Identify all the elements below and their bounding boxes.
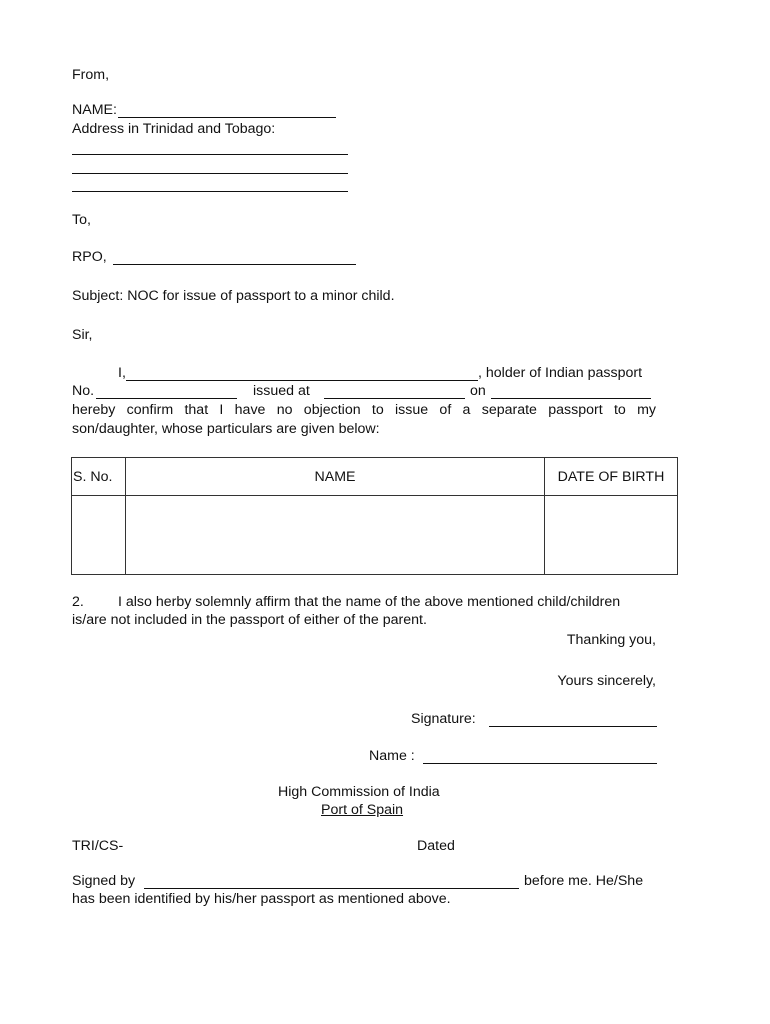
dated-label: Dated — [417, 838, 455, 854]
on-label: on — [470, 383, 486, 399]
closing-name-blank[interactable] — [423, 763, 657, 764]
office-city: Port of Spain — [321, 802, 404, 818]
name-label: NAME: — [72, 102, 117, 118]
passport-no-label: No. — [72, 383, 95, 399]
office-name: High Commission of India — [278, 784, 440, 800]
affirm-number: 2. — [72, 594, 84, 610]
applicant-name-blank[interactable] — [126, 380, 478, 381]
cell-name[interactable] — [126, 496, 545, 575]
signed-by-blank[interactable] — [144, 888, 519, 889]
name-blank-line[interactable] — [118, 117, 336, 118]
address-line-3[interactable] — [72, 191, 348, 192]
address-line-2[interactable] — [72, 173, 348, 174]
signature-blank[interactable] — [489, 726, 657, 727]
holder-text: , holder of Indian passport — [478, 365, 643, 381]
thanking-you: Thanking you, — [566, 632, 656, 648]
affirm-line-1: I also herby solemnly affirm that the name of the above mentioned child/children — [118, 594, 621, 610]
yours-sincerely: Yours sincerely, — [557, 673, 656, 689]
rpo-label: RPO, — [72, 249, 107, 265]
address-line-1[interactable] — [72, 154, 348, 155]
particulars-table — [71, 457, 678, 575]
before-me-text: before me. He/She — [524, 873, 644, 889]
subject-line: Subject: NOC for issue of passport to a minor child. — [72, 288, 395, 304]
cell-sno[interactable] — [72, 496, 126, 575]
table-header-row — [72, 458, 678, 496]
signed-by-label: Signed by — [72, 873, 136, 889]
issue-date-blank[interactable] — [491, 398, 651, 399]
salutation: Sir, — [72, 327, 93, 343]
reference-label: TRI/CS- — [72, 838, 124, 854]
signature-label: Signature: — [411, 711, 476, 727]
table-row — [72, 496, 678, 575]
body-line-4: son/daughter, whose particulars are given below: — [72, 421, 380, 437]
from-label: From, — [72, 67, 110, 83]
address-label: Address in Trinidad and Tobago: — [72, 121, 276, 137]
affirm-line-2: is/are not included in the passport of either of the parent. — [72, 612, 427, 628]
issued-at-blank[interactable] — [324, 398, 465, 399]
header-sno: S. No. — [72, 458, 126, 496]
header-name: NAME — [126, 458, 545, 496]
rpo-blank-line[interactable] — [113, 264, 356, 265]
header-dob: DATE OF BIRTH — [545, 458, 678, 496]
closing-name-label: Name : — [369, 748, 415, 764]
i-label: I, — [118, 365, 126, 381]
body-line-3: hereby confirm that I have no objection to issue of a separate passport to my — [72, 402, 656, 418]
passport-no-blank[interactable] — [96, 398, 237, 399]
to-label: To, — [72, 212, 91, 228]
issued-at-label: issued at — [253, 383, 310, 399]
identified-text: has been identified by his/her passport as mentioned above. — [72, 891, 451, 907]
cell-dob[interactable] — [545, 496, 678, 575]
